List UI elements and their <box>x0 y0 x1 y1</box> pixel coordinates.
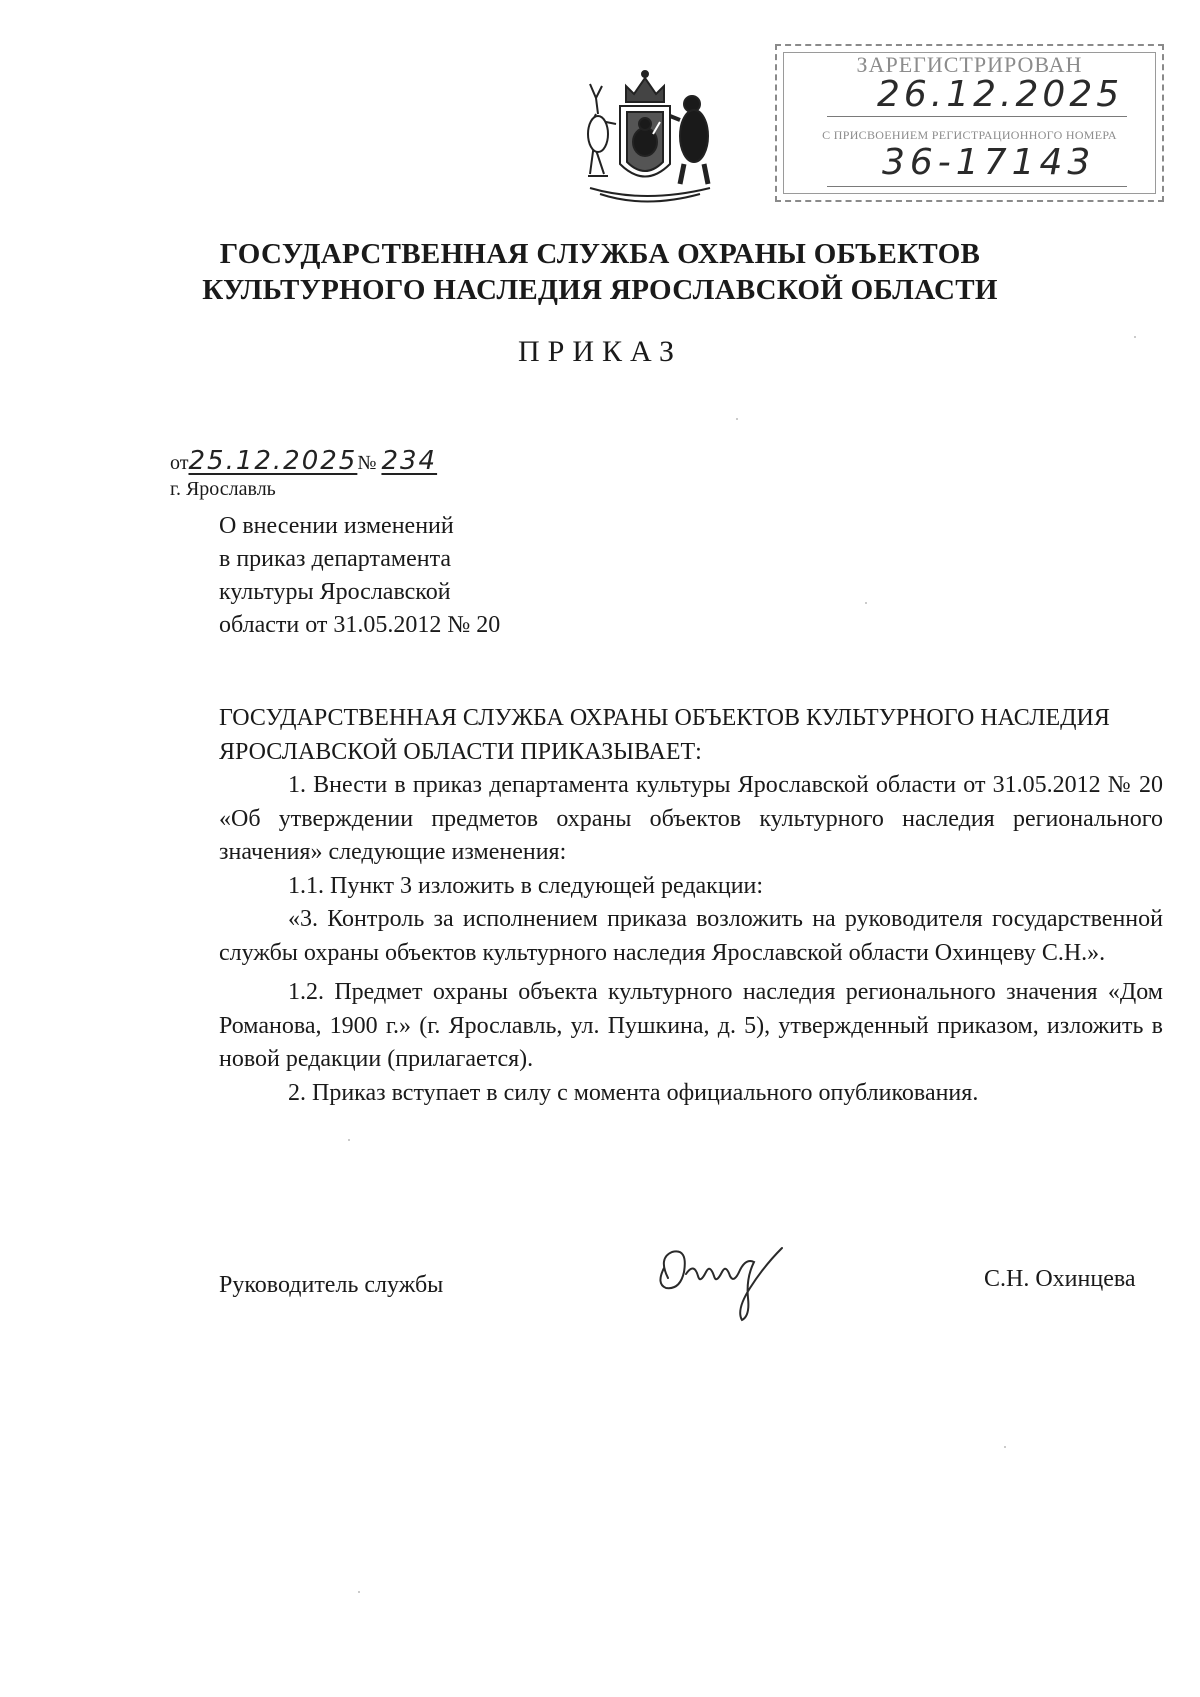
scan-speck <box>865 602 867 604</box>
order-date: 25.12.2025 <box>188 446 358 476</box>
signatory-role: Руководитель службы <box>219 1272 444 1298</box>
body-paragraph: 2. Приказ вступает в силу с момента официального опубликования. <box>288 1079 979 1106</box>
coat-of-arms-icon <box>560 64 730 214</box>
date-prefix: от <box>170 452 189 474</box>
stamp-underline <box>827 186 1127 187</box>
stamp-date: 26.12.2025 <box>877 74 1124 115</box>
scan-speck <box>1134 336 1136 338</box>
organization-title-line: КУЛЬТУРНОГО НАСЛЕДИЯ ЯРОСЛАВСКОЙ ОБЛАСТИ <box>202 274 998 306</box>
signatory-name: С.Н. Охинцева <box>984 1266 1136 1292</box>
organization-title-line: ГОСУДАРСТВЕННАЯ СЛУЖБА ОХРАНЫ ОБЪЕКТОВ <box>219 238 981 270</box>
stamp-subtitle: С ПРИСВОЕНИЕМ РЕГИСТРАЦИОННОГО НОМЕРА <box>822 128 1117 142</box>
subject-line: О внесении изменений <box>219 513 454 539</box>
subject-line: культуры Ярославской <box>219 579 451 605</box>
city: г. Ярославль <box>170 478 276 500</box>
registration-stamp <box>775 44 1164 202</box>
scan-speck <box>736 418 738 420</box>
document-type: ПРИКАЗ <box>518 335 682 368</box>
body-paragraph: 1.1. Пункт 3 изложить в следующей редакции: <box>288 872 764 899</box>
scan-speck <box>358 1591 360 1593</box>
stamp-number: 36-17143 <box>882 142 1096 183</box>
body-heading: ГОСУДАРСТВЕННАЯ СЛУЖБА ОХРАНЫ ОБЪЕКТОВ КУЛЬТУРНОГО НАСЛЕДИЯ ЯРОСЛАВСКОЙ ОБЛАСТИ ПРИКАЗЫВАЕТ: <box>219 705 1110 765</box>
body-paragraph: 1. Внести в приказ департамента культуры Ярославской области от 31.05.2012 № 20 «Об утверждении предметов охраны объектов культурного наследия регионального значения» следующие изменения: <box>219 772 1163 865</box>
subject-line: области от 31.05.2012 № 20 <box>219 612 501 638</box>
order-subject <box>219 510 500 642</box>
subject-line: в приказ департамента <box>219 546 452 572</box>
order-number: 234 <box>381 446 438 476</box>
body-paragraph: «3. Контроль за исполнением приказа возложить на руководителя государственной службы охраны объектов культурного наследия Ярославской области Охинцеву С.Н.». <box>219 906 1163 966</box>
organization-title <box>0 236 1200 308</box>
stamp-title: ЗАРЕГИСТРИРОВАН <box>856 52 1083 77</box>
order-date-line <box>170 446 437 476</box>
scan-speck <box>1004 1446 1006 1448</box>
scan-speck <box>348 1139 350 1141</box>
number-prefix: № <box>357 452 377 474</box>
handwritten-signature <box>650 1238 810 1328</box>
order-body <box>219 702 1163 1110</box>
stamp-underline <box>827 116 1127 117</box>
body-paragraph: 1.2. Предмет охраны объекта культурного наследия регионального значения «Дом Романова, 1900 г.» (г. Ярославль, ул. Пушкина, д. 5), утвержденный приказом, изложить в новой редакции (прилагается). <box>219 979 1163 1072</box>
